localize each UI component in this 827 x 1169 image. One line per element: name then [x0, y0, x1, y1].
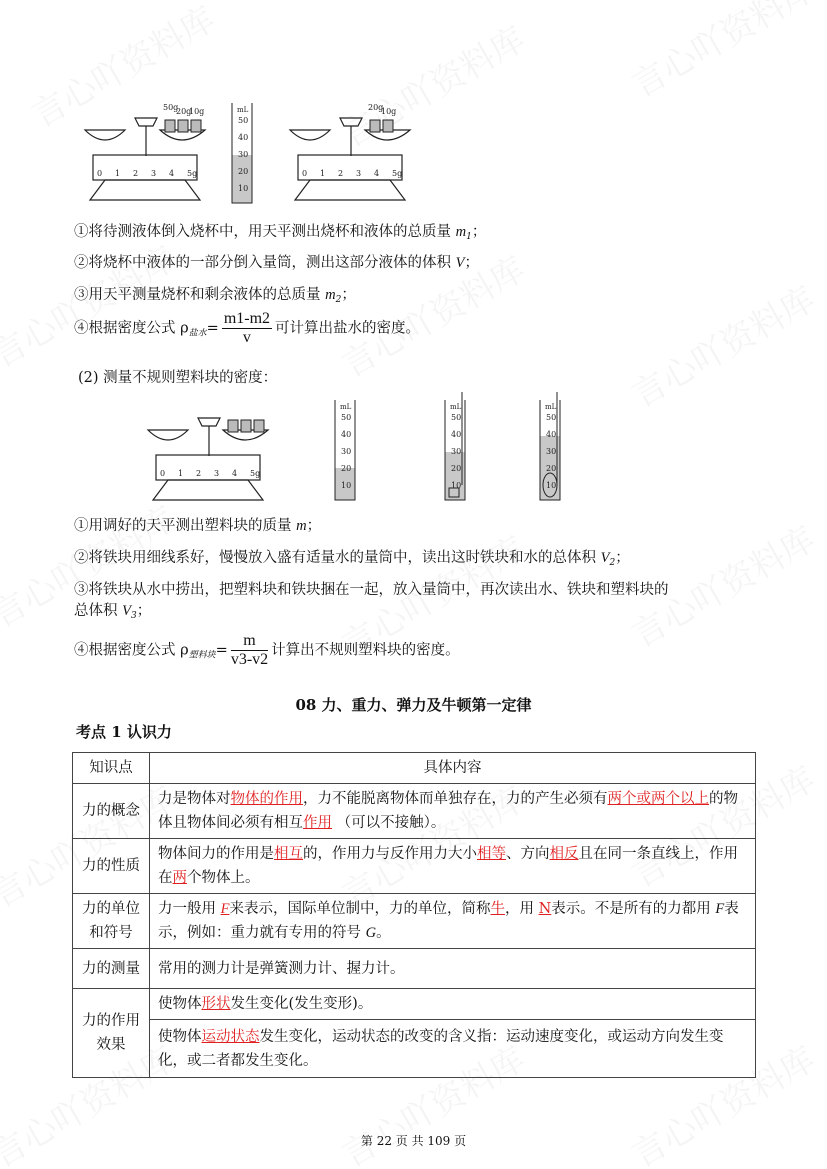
sub: 2: [335, 295, 342, 305]
scale-label: 1: [320, 169, 326, 178]
answer-highlight: 形状: [201, 996, 231, 1012]
text-segment: 、方向: [506, 846, 550, 862]
answer-highlight: 相互: [274, 846, 303, 862]
row-content: [150, 894, 756, 949]
header-cell: 具体内容: [150, 753, 756, 784]
step-1-1: [74, 220, 486, 242]
step-2-4: [74, 632, 460, 669]
var: V: [122, 603, 131, 619]
text-segment: 表示，例如：重力就有专用的符号: [158, 901, 739, 941]
cylinder-unit: mL: [545, 403, 557, 411]
sub: 1: [466, 232, 472, 242]
punct: ；: [136, 603, 152, 619]
text-segment: 的，作用力与反作用力大小: [303, 846, 477, 862]
step-text: ①用调好的天平测出塑料块的质量: [74, 518, 297, 534]
answer-highlight: N: [538, 901, 552, 917]
balance-beam: [93, 155, 197, 180]
topic-heading: 考点 1 认识力: [76, 723, 172, 741]
cylinder-tick: 20: [546, 464, 557, 473]
step-2-3-line2: [74, 599, 151, 621]
step-text: ④根据密度公式 ρ: [74, 642, 189, 659]
text-segment: 来表示，国际单位制中，力的单位，简称: [229, 901, 491, 917]
weight-label: 10g: [189, 107, 205, 116]
balance-beam: [298, 155, 402, 180]
equals: =: [215, 642, 228, 659]
text-segment: 表示。不是所有的力都用: [551, 901, 716, 917]
answer-highlight: 两: [172, 870, 187, 886]
scale-label: 0: [97, 169, 103, 178]
cylinder-tick: 40: [238, 133, 249, 142]
punct: ；: [471, 224, 487, 240]
cylinder-tick: 30: [238, 150, 249, 159]
row-label: 力的作用效果: [73, 989, 150, 1078]
step-1-3: [74, 283, 356, 305]
text-segment: 发生变化(发生变形)。: [230, 996, 373, 1012]
scale-label: 3: [356, 169, 362, 178]
weight-label: 10g: [381, 107, 397, 116]
text-segment: （可以不接触）。: [332, 815, 446, 831]
pointer: [340, 118, 362, 156]
numerator: m1-m2: [223, 310, 271, 327]
step-text: ④根据密度公式 ρ: [74, 320, 189, 337]
scale-label: 5g: [250, 469, 261, 478]
text-segment: 力一般用: [158, 901, 221, 917]
text-segment: 发生变化，运动状态的改变的含义指：运动速度变化，或运动方向发生变化，或二者都发生变化。: [158, 1028, 724, 1069]
answer-highlight: 运动状态: [201, 1028, 260, 1045]
left-pan: [290, 130, 330, 140]
balance-base: [295, 180, 405, 200]
weight: [383, 120, 393, 132]
cylinder-unit: mL: [450, 403, 462, 411]
text-segment: F: [715, 901, 725, 917]
balance-beam: [156, 455, 260, 480]
table-row: [73, 784, 756, 839]
step-text: ②将铁块用细线系好，慢慢放入盛有适量水的量筒中，读出这时铁块和水的总体积: [74, 550, 601, 566]
punct: ；: [306, 518, 322, 534]
weight: [178, 120, 188, 132]
step-2-3-line1: ③将铁块从水中捞出，把塑料块和铁块捆在一起，放入量筒中，再次读出水、铁块和塑料块的: [74, 582, 669, 598]
balance-cylinder-figure-2: [140, 390, 590, 505]
left-pan: [148, 430, 188, 440]
scale-label: 3: [151, 169, 157, 178]
text-segment: ，用: [504, 901, 539, 917]
step-text: ①将待测液体倒入烧杯中，用天平测出烧杯和液体的总质量: [74, 224, 456, 240]
header-cell: 知识点: [73, 753, 150, 784]
cylinder-tick: 20: [341, 464, 352, 473]
table-row: [73, 839, 756, 894]
table-row: [73, 1020, 756, 1078]
balance-base: [90, 180, 200, 200]
weight-label: 20g: [368, 103, 384, 112]
cylinder-tick: 50: [546, 413, 557, 422]
answer-highlight: 物体的作用: [230, 791, 303, 807]
row-label: 力的性质: [73, 839, 150, 894]
punct: ；: [615, 550, 630, 566]
sub: 塑料块: [188, 650, 216, 661]
cylinder-tick: 10: [238, 184, 249, 193]
section-heading: 08 力、重力、弹力及牛顿第一定律: [295, 696, 532, 714]
var: m: [455, 224, 467, 240]
watermark: [621, 272, 822, 416]
table-row: [73, 949, 756, 989]
cylinder-unit: mL: [340, 403, 352, 411]
watermark: [621, 0, 822, 107]
step-2-2: [74, 546, 630, 568]
answer-highlight: 牛: [490, 901, 505, 917]
text-segment: 力是物体对: [158, 791, 231, 807]
step-2-1: [74, 514, 321, 535]
weight-label: 20g: [176, 107, 192, 116]
text-segment: 使物体: [158, 1028, 202, 1045]
punct: ；: [464, 255, 479, 271]
part-2-title: (2) 测量不规则塑料块的密度：: [78, 370, 278, 386]
liquid: [232, 155, 252, 203]
cylinder-tick: 40: [451, 430, 462, 439]
punct: ；: [341, 287, 356, 303]
scale-label: 3: [214, 469, 220, 478]
scale-label: 4: [374, 169, 380, 178]
row-label: 力的概念: [73, 784, 150, 839]
text-segment: G: [365, 925, 377, 941]
cylinder-tick: 50: [451, 413, 462, 422]
weight: [191, 120, 201, 132]
var: V: [455, 255, 465, 271]
denominator: v3-v2: [230, 651, 269, 668]
scale-label: 4: [169, 169, 175, 178]
step-1-2: [74, 251, 479, 272]
sub: 3: [130, 611, 137, 621]
scale-label: 4: [232, 469, 238, 478]
balance-base: [153, 480, 263, 500]
cylinder-tick: 30: [341, 447, 352, 456]
text-segment: ，力不能脱离物体而单独存在，力的产生必须有: [303, 791, 608, 807]
sub: 2: [609, 558, 616, 568]
var: m: [325, 287, 336, 303]
scale-label: 2: [338, 169, 344, 178]
cylinder-tick: 30: [451, 447, 462, 456]
pointer: [135, 118, 157, 156]
step-text: 计算出不规则塑料块的密度。: [271, 642, 460, 659]
weight-label: 50g: [163, 103, 179, 112]
row-label: 力的测量: [73, 949, 150, 989]
scale-label: 1: [178, 469, 184, 478]
sub: 盐水: [188, 328, 207, 339]
weight: [370, 120, 380, 132]
answer-highlight: F: [220, 901, 230, 917]
step-text: 总体积: [74, 603, 123, 619]
row-label: 力的单位和符号: [73, 894, 150, 949]
cylinder-tick: 30: [546, 447, 557, 456]
left-pan: [85, 130, 125, 140]
step-1-4: [74, 310, 420, 347]
table-row: [73, 989, 756, 1020]
balance-cylinder-figure-1: [80, 95, 420, 205]
table-row: [73, 894, 756, 949]
density-fraction: [231, 632, 268, 669]
row-content: [150, 784, 756, 839]
text-segment: 个物体上。: [187, 870, 260, 886]
step-text: ③用天平测量烧杯和剩余液体的总质量: [74, 287, 326, 303]
cylinder-tick: 40: [546, 430, 557, 439]
cylinder-tick: 50: [238, 116, 249, 125]
cylinder-tick: 10: [341, 481, 352, 490]
row-content: [150, 839, 756, 894]
cylinder-tick: 20: [451, 464, 462, 473]
text-segment: 。: [376, 925, 391, 941]
scale-label: 0: [160, 469, 166, 478]
cylinder-tick: 50: [341, 413, 352, 422]
denominator: v: [242, 329, 251, 346]
scale-label: 5g: [392, 169, 403, 178]
text-segment: 物体间力的作用是: [158, 846, 274, 862]
weight: [228, 420, 238, 432]
row-content: 常用的测力计是弹簧测力计、握力计。: [150, 949, 756, 989]
row-content: [150, 989, 756, 1020]
pointer: [198, 418, 220, 456]
answer-highlight: 作用: [303, 815, 332, 831]
equals: =: [206, 320, 219, 337]
cylinder-tick: 10: [451, 481, 462, 490]
numerator: m: [231, 632, 268, 651]
cylinder-unit: mL: [237, 106, 249, 114]
text-segment: 使物体: [158, 996, 202, 1012]
weight: [241, 420, 251, 432]
answer-highlight: 两个或两个以上: [607, 791, 709, 807]
page-footer: 第 22 页 共 109 页: [360, 1134, 467, 1148]
text-segment: 的物体且物体间必须有相互: [158, 791, 738, 831]
answer-highlight: 相等: [477, 846, 506, 862]
density-fraction: [222, 310, 272, 347]
step-text: 可计算出盐水的密度。: [275, 320, 421, 337]
cylinder-tick: 20: [238, 167, 249, 176]
scale-label: 5g: [187, 169, 198, 178]
scale-label: 2: [196, 469, 202, 478]
scale-label: 0: [302, 169, 308, 178]
row-content: [150, 1020, 756, 1078]
step-text: ②将烧杯中液体的一部分倒入量筒，测出这部分液体的体积: [74, 255, 456, 271]
cylinder-tick: 40: [341, 430, 352, 439]
scale-label: 1: [115, 169, 121, 178]
table-header-row: [73, 753, 756, 784]
text-segment: 且在同一条直线上，作用在: [158, 846, 738, 886]
weight: [254, 420, 264, 432]
var: m: [296, 518, 307, 534]
scale-label: 2: [133, 169, 139, 178]
answer-highlight: 相反: [549, 846, 579, 862]
knowledge-table: [72, 752, 756, 1078]
cylinder-tick: 10: [546, 481, 557, 490]
var: V: [600, 550, 610, 566]
weight: [165, 120, 175, 132]
